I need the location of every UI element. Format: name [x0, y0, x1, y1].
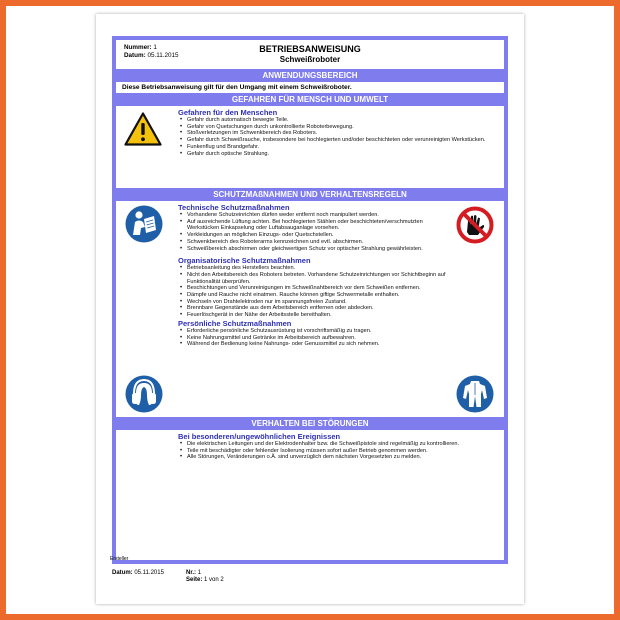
bar-schutzmassnahmen: SCHUTZMAßNAHMEN UND VERHALTENSREGELN [213, 190, 407, 199]
anwendungsbereich-box [116, 82, 504, 93]
list-item: • Wechseln von Drahtelektroden nur im spannungsfreien Zustand. [187, 299, 446, 306]
read-manual-icon [125, 205, 163, 243]
datum-label: Datum: [124, 51, 146, 59]
list-item: • Auf ausreichende Lüftung achten. Bei hochlegierten Stählen oder beschichteten/verschmutzten Werkstücken Einkapselung oder Luftabsauganlage vorsehen. [187, 219, 446, 232]
list-item: • Gefahr durch optische Strahlung. [187, 151, 494, 158]
gefahren-heading: Gefahren für den Menschen [178, 108, 278, 117]
persoenlich-heading: Persönliche Schutzmaßnahmen [178, 318, 292, 328]
stoerungen-content [178, 432, 496, 461]
list-item: • Dämpfe und Rauche nicht einatmen. Rauche können giftige Schwermetalle enthalten. [187, 292, 446, 299]
anwendungsbereich-text: Diese Betriebsanweisung gilt für den Umgang mit einem Schweißroboter. [122, 84, 352, 91]
no-hands-prohibition-icon [456, 206, 494, 244]
gefahren-list [178, 117, 494, 157]
page-subtitle: Schweißroboter [279, 55, 341, 64]
instruction-panel [112, 36, 508, 564]
footer-datum-value: 05.11.2015 [134, 570, 164, 576]
protective-clothing-icon [456, 375, 494, 413]
footer-nr-value: 1 [197, 570, 202, 576]
stoerungen-list [178, 441, 496, 461]
warning-triangle-icon [124, 112, 162, 146]
list-item: • Stoßverletzungen im Schwenkbereich des Roboters. [187, 130, 494, 137]
schutz-content [178, 203, 446, 348]
footer-seite-label: Seite: [186, 577, 203, 583]
list-item: • Gefahr durch automatisch bewegte Teile. [187, 117, 494, 124]
list-item: • Erforderliche persönliche Schutzausrüstung ist vorschriftsmäßig zu tragen. [187, 328, 446, 335]
list-item: • Betriebsanleitung des Herstellers beachten. [187, 265, 446, 272]
list-item: • Alle Störungen, Veränderungen o.Ä. sind unverzüglich dem nächsten Vorgesetzten zu melden. [187, 454, 496, 461]
footer-nr-seite [186, 570, 224, 584]
ersteller-label: Ersteller [110, 556, 129, 562]
list-item: • Beschichtungen und Verunreinigungen im Schweißnahtbereich vor dem Schweißen entfernen. [187, 285, 446, 292]
footer-seite-value: 1 von 2 [204, 577, 224, 583]
list-item: • Brennbare Gegenstände aus dem Arbeitsbereich entfernen oder abdecken. [187, 305, 446, 312]
persoenlich-list [178, 328, 446, 348]
gefahren-box [116, 106, 504, 188]
gefahren-content [178, 108, 494, 157]
schutzmassnahmen-box [116, 201, 504, 417]
footer-ersteller [110, 556, 128, 563]
document-page [96, 14, 524, 604]
stoerungen-heading: Bei besonderen/ungewöhnlichen Ereignissen [178, 432, 341, 441]
list-item: • Schwenkbereich des Roboterarms kennzeichnen und evtl. abschirmen. [187, 239, 446, 246]
footer-datum-label: Datum: [112, 570, 133, 576]
ear-protection-icon [125, 375, 163, 413]
bar-stoerungen: VERHALTEN BEI STÖRUNGEN [251, 419, 369, 428]
technisch-heading: Technische Schutzmaßnahmen [178, 203, 290, 212]
bar-anwendungsbereich: ANWENDUNGSBEREICH [262, 71, 358, 80]
list-item: • Gefahr von Quetschungen durch unkontrollierte Roboterbewegung. [187, 124, 494, 131]
nummer-label: Nummer: [124, 44, 152, 51]
list-item: • Teile mit beschädigter oder fehlender Isolierung müssen sofort außer Betrieb genommen werden. [187, 448, 496, 455]
header-box [116, 40, 504, 69]
list-item: • Keine Nahrungsmittel und Getränke im Arbeitsbereich aufbewahren. [187, 335, 446, 342]
bar-gefahren: GEFAHREN FÜR MENSCH UND UMWELT [231, 95, 389, 104]
list-item: • Verkleidungen an möglichen Einzugs- oder Quetschstellen. [187, 232, 446, 239]
datum-value: 05.11.2015 [147, 51, 179, 59]
footer-datum [112, 570, 164, 577]
nummer-value: 1 [153, 44, 157, 51]
list-item: • Feuerlöschgerät in der Nähe der Arbeitsstelle bereithalten. [187, 312, 446, 319]
technisch-list [178, 212, 446, 252]
stoerungen-box [116, 430, 504, 560]
list-item: • Vorhandene Schutzeinrichten dürfen weder entfernt noch manipuliert werden. [187, 212, 446, 219]
list-item: • Funkenflug und Brandgefahr. [187, 144, 494, 151]
list-item: • Nicht den Arbeitsbereich des Roboters betreten. Vorhandene Schutzeinrichtungen vor Schichtbeginn auf Funktionalität überprüfen. [187, 272, 446, 285]
list-item: • Während der Bedienung keine Nahrungs- oder Genussmittel zu sich nehmen. [187, 341, 446, 348]
list-item: • Gefahr durch Schweißrauche, insbesondere bei hochlegierten und/oder beschichteten oder verunreinigten Werkstücken. [187, 137, 494, 144]
organisatorisch-heading: Organisatorische Schutzmaßnahmen [178, 256, 311, 266]
page-title: BETRIEBSANWEISUNG [259, 44, 361, 54]
list-item: • Schweißbereich abschirmen oder gleichwertigen Schutz vor optischer Strahlung gewährleisten. [187, 246, 446, 253]
list-item: • Die elektrischen Leitungen und der Elektrodenhalter bzw. die Schweißpistole sind regelmäßig zu kontrollieren. [187, 441, 496, 448]
organisatorisch-list [178, 265, 446, 319]
footer-nr-label: Nr.: [186, 570, 197, 576]
